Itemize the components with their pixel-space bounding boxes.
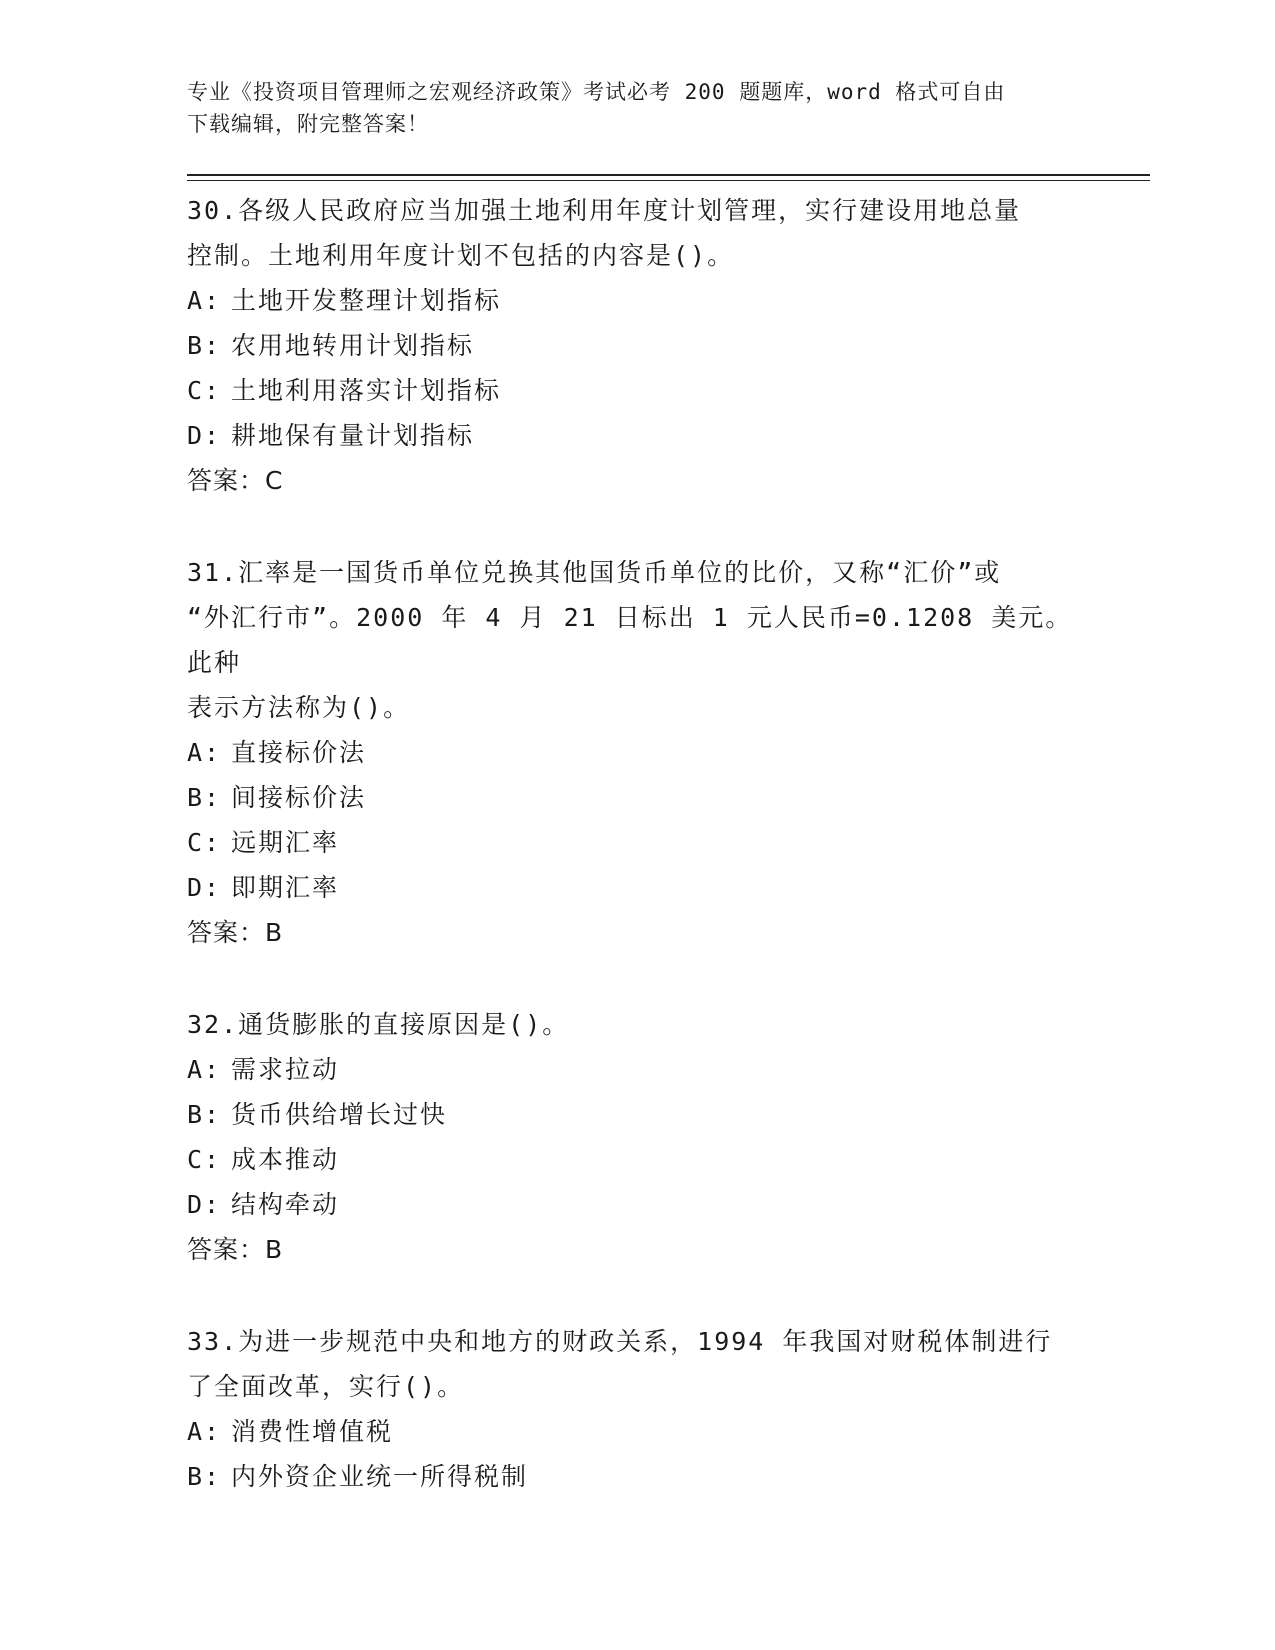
option-c [187,368,1077,413]
answer-line: 答案：C [187,466,284,495]
question-text-line: 33.为进一步规范中央和地方的财政关系，1994 年我国对财税体制进行 [187,1327,1053,1356]
question-30 [187,188,1077,503]
option-text: 农用地转用计划指标 [231,331,475,360]
option-text: 消费性增值税 [231,1417,394,1446]
answer-line: 答案：B [187,1235,284,1264]
option-b [187,323,1077,368]
option-text: 即期汇率 [231,873,340,902]
option-text: 直接标价法 [231,738,367,767]
option-a [187,278,1077,323]
option-text: 内外资企业统一所得税制 [231,1462,529,1491]
option-text: 成本推动 [231,1145,340,1174]
question-text-line: 32.通货膨胀的直接原因是()。 [187,1010,570,1039]
question-31 [187,550,1077,955]
option-label: A: [187,738,222,767]
question-32 [187,1002,1077,1272]
option-label: D: [187,421,222,450]
option-c [187,1137,1077,1182]
option-label: B: [187,1100,222,1129]
option-text: 货币供给增长过快 [231,1100,448,1129]
option-label: C: [187,1145,222,1174]
option-d [187,1182,1077,1227]
document-header [187,76,1087,140]
question-text-line: 30.各级人民政府应当加强土地利用年度计划管理，实行建设用地总量 [187,196,1022,225]
question-text-line: 控制。土地利用年度计划不包括的内容是()。 [187,241,735,270]
question-33 [187,1319,1077,1499]
option-c [187,820,1077,865]
option-text: 需求拉动 [231,1055,340,1084]
option-text: 间接标价法 [231,783,367,812]
answer-line: 答案：B [187,918,284,947]
option-b [187,1454,1077,1499]
option-label: D: [187,873,222,902]
option-a [187,730,1077,775]
option-label: A: [187,286,222,315]
option-text: 土地利用落实计划指标 [231,376,502,405]
header-divider-thick [187,174,1150,176]
option-text: 土地开发整理计划指标 [231,286,502,315]
option-label: B: [187,331,222,360]
question-text-line: 了全面改革，实行()。 [187,1372,465,1401]
question-text-line: “外汇行市”。2000 年 4 月 21 日标出 1 元人民币=0.1208 美元。此种 [187,603,1073,677]
option-text: 结构牵动 [231,1190,340,1219]
option-label: B: [187,783,222,812]
option-text: 耕地保有量计划指标 [231,421,475,450]
option-a [187,1047,1077,1092]
option-label: B: [187,1462,222,1491]
option-label: C: [187,828,222,857]
option-label: D: [187,1190,222,1219]
option-d [187,865,1077,910]
option-a [187,1409,1077,1454]
option-label: C: [187,376,222,405]
question-text-line: 表示方法称为()。 [187,693,411,722]
option-b [187,775,1077,820]
header-divider-thin [187,180,1150,181]
option-d [187,413,1077,458]
header-line-2: 下载编辑，附完整答案！ [187,112,429,136]
option-b [187,1092,1077,1137]
option-label: A: [187,1417,222,1446]
header-line-1: 专业《投资项目管理师之宏观经济政策》考试必考 200 题题库，word 格式可自由 [187,80,1006,104]
option-text: 远期汇率 [231,828,340,857]
question-text-line: 31.汇率是一国货币单位兑换其他国货币单位的比价，又称“汇价”或 [187,558,1002,587]
question-list [187,188,1077,1546]
option-label: A: [187,1055,222,1084]
